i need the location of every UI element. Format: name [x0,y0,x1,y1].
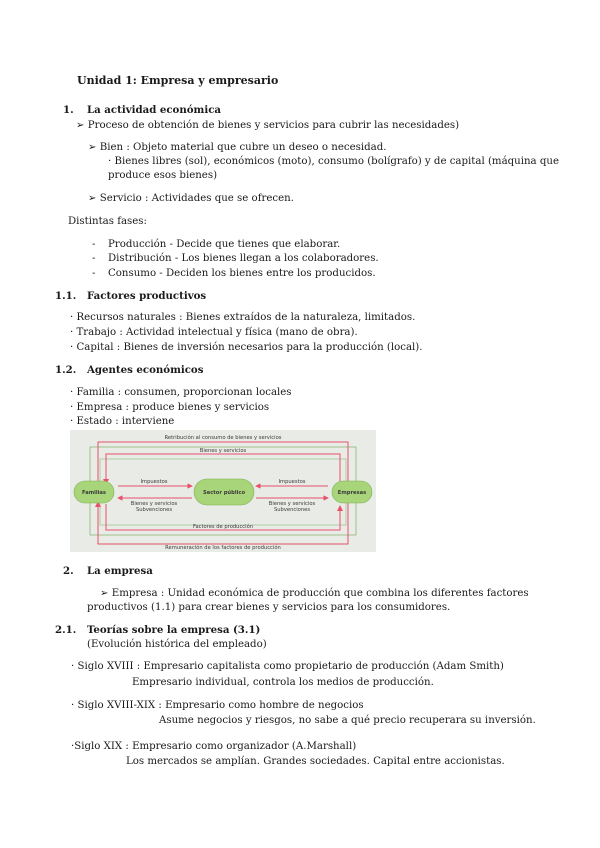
right-taxes-label: Impuestos [278,479,306,485]
bien-types-line1: · Bienes libres (sol), económicos (moto), consumo (bolígrafo) y de capital (máquina que [108,156,559,167]
theory-xviii-xix-detail: Asume negocios y riesgos, no sabe a qué precio recuperara su inversión. [159,715,536,726]
company-definition-line2: productivos (1.1) para crear bienes y servicios para los consumidores. [87,602,451,613]
node-public-sector-label: Sector público [202,490,246,496]
section-1-2-number: 1.2. [55,364,77,376]
theory-xix-detail: Los mercados se amplían. Grandes sociedades. Capital entre accionistas. [126,756,505,767]
section-2-1-subtitle: (Evolución histórica del empleado) [87,639,267,650]
section-2-1-heading: Teorías sobre la empresa (3.1) [87,624,261,636]
section-1-heading: La actividad económica [87,104,222,116]
right-subsidies-label: Subvenciones [273,507,311,513]
label-goods-services: Bienes y servicios [199,448,247,454]
phase-consumption: Consumo - Deciden los bienes entre los producidos. [108,268,376,279]
servicio-definition: ➢ Servicio : Actividades que se ofrecen. [88,193,294,204]
factor-natural-resources: · Recursos naturales : Bienes extraídos de la naturaleza, limitados. [70,312,416,323]
theory-xviii-xix: · Siglo XVIII-XIX : Empresario como hombre de negocios [71,700,364,711]
economic-activity-definition: ➢ Proceso de obtención de bienes y servicios para cubrir las necesidades) [76,120,460,131]
node-families-label: Familias [81,490,107,496]
theory-xviii: · Siglo XVIII : Empresario capitalista como propietario de producción (Adam Smith) [71,661,504,672]
phase-production: Producción - Decide que tienes que elaborar. [108,239,341,250]
section-1-1-heading: Factores productivos [87,290,207,302]
right-goods-label: Bienes y servicios [268,501,316,507]
theory-xix: ·Siglo XIX : Empresario como organizador (A.Marshall) [71,741,357,752]
bien-types-line2: produce esos bienes) [108,170,218,181]
phase-distribution: Distribución - Los bienes llegan a los colaboradores. [108,253,379,264]
bien-definition: ➢ Bien : Objeto material que cubre un deseo o necesidad. [88,142,387,153]
phase-dash: - [92,253,96,264]
phase-dash: - [92,239,96,250]
left-goods-label: Bienes y servicios [130,501,178,507]
section-2-1-number: 2.1. [55,624,77,636]
section-2-number: 2. [63,565,74,577]
label-remuneration: Remuneración de los factores de producción [165,545,281,551]
node-companies-label: Empresas [337,490,367,496]
section-1-1-number: 1.1. [55,290,77,302]
circular-flow-diagram [70,430,376,552]
agent-family: · Familia : consumen, proporcionan locales [70,387,292,398]
page-title: Unidad 1: Empresa y empresario [77,74,279,87]
label-retribution: Retribución al consumo de bienes y servicios [164,435,282,441]
section-2-heading: La empresa [87,565,153,577]
company-definition-line1: ➢ Empresa : Unidad económica de producción que combina los diferentes factores [100,588,529,599]
section-1-number: 1. [63,104,74,116]
label-production-factors: Factores de producción [192,524,254,530]
theory-xviii-detail: Empresario individual, controla los medios de producción. [132,677,434,688]
left-subsidies-label: Subvenciones [135,507,173,513]
left-taxes-label: Impuestos [140,479,168,485]
section-1-2-heading: Agentes económicos [87,364,204,376]
phase-dash: - [92,268,96,279]
factor-capital: · Capital : Bienes de inversión necesarios para la producción (local). [70,342,423,353]
phases-label: Distintas fases: [68,216,147,227]
factor-labour: · Trabajo : Actividad intelectual y física (mano de obra). [70,327,358,338]
agent-company: · Empresa : produce bienes y servicios [70,402,270,413]
agent-state: · Estado : interviene [70,416,175,427]
